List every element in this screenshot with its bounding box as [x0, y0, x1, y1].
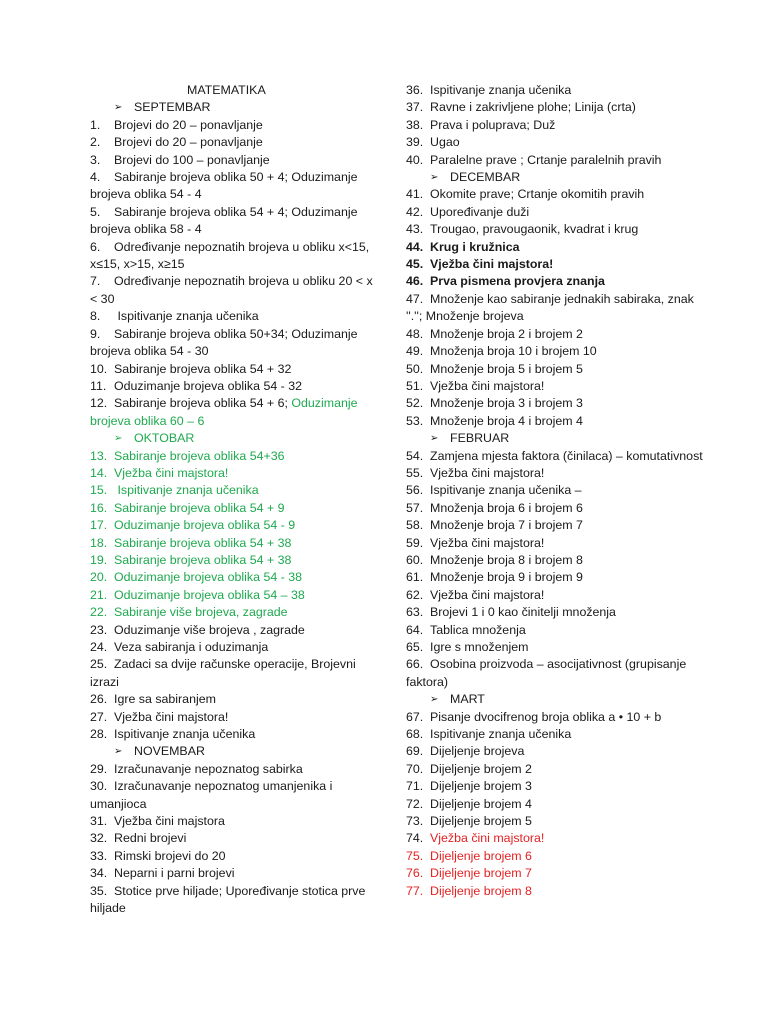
lesson-item: [406, 186, 706, 203]
lesson-number: 13.: [90, 448, 108, 463]
lesson-number: 25.: [90, 657, 108, 672]
lesson-item: [90, 326, 375, 361]
lesson-text: Sabiranje brojeva oblika 54 + 32: [114, 361, 292, 376]
lesson-item: [406, 291, 706, 326]
month-heading-novembar: [90, 743, 375, 760]
lesson-item: [90, 587, 375, 604]
lesson-item: [406, 761, 706, 778]
month-heading-septembar: [90, 99, 375, 116]
lesson-item: [90, 709, 375, 726]
lesson-item: [90, 134, 375, 151]
lesson-number: 69.: [406, 744, 424, 759]
lesson-number: 60.: [406, 552, 424, 567]
lesson-text: Dijeljenje brojem 2: [430, 761, 532, 776]
lesson-number: 4.: [90, 170, 101, 185]
lesson-text: Zadaci sa dvije računske operacije, Brojevni izrazi: [90, 657, 356, 689]
lesson-item: [90, 830, 375, 847]
lesson-text: Određivanje nepoznatih brojeva u obliku x<15, x≤15, x>15, x≥15: [90, 239, 370, 272]
month-heading-decembar: [406, 169, 706, 186]
lesson-number: 21.: [90, 587, 108, 602]
lesson-text: Brojevi do 20 – ponavljanje: [114, 135, 263, 150]
lesson-item: [406, 395, 706, 412]
lesson-number: 57.: [406, 500, 424, 515]
lesson-text: Sabiranje brojeva oblika 54 + 6;: [114, 396, 288, 411]
lesson-number: 53.: [406, 413, 424, 428]
lesson-number: 63.: [406, 605, 424, 620]
lesson-text: Vježba čini majstora!: [430, 535, 545, 550]
lesson-number: 28.: [90, 727, 108, 742]
lesson-item: [406, 239, 706, 256]
lesson-text: Vježba čini majstora: [114, 814, 225, 829]
lesson-text: Sabiranje brojeva oblika 54 + 38: [114, 535, 292, 550]
lesson-text: Pisanje dvocifrenog broja oblika a • 10 + b: [430, 709, 662, 724]
lesson-item: [406, 500, 706, 517]
arrowhead-right-icon: ➢: [430, 172, 439, 184]
month-label: FEBRUAR: [450, 431, 510, 446]
lesson-number: 77.: [406, 883, 424, 898]
lesson-text: Množenje kao sabiranje jednakih sabiraka, znak ''.''; Množenje brojeva: [406, 291, 694, 324]
arrowhead-right-icon: ➢: [114, 433, 123, 445]
lesson-text: Vježba čini majstora!: [430, 831, 545, 846]
lesson-number: 50.: [406, 361, 424, 376]
lesson-text: Izračunavanje nepoznatog umanjenika i umanjioca: [90, 779, 333, 811]
lesson-item: [406, 326, 706, 343]
lesson-number: 76.: [406, 866, 424, 881]
lesson-number: 74.: [406, 831, 424, 846]
lesson-item: [406, 569, 706, 586]
lesson-number: 64.: [406, 622, 424, 637]
lesson-item: [90, 761, 375, 778]
lesson-number: 23.: [90, 622, 108, 637]
lesson-item: [406, 152, 706, 169]
lesson-number: 16.: [90, 500, 108, 515]
lesson-number: 39.: [406, 135, 424, 150]
lesson-text: Ispitivanje znanja učenika: [114, 483, 259, 498]
lesson-number: 35.: [90, 883, 108, 898]
lesson-number: 71.: [406, 779, 424, 794]
lesson-item: [90, 395, 375, 430]
lesson-number: 8.: [90, 309, 101, 324]
lesson-number: 29.: [90, 761, 108, 776]
lesson-text: Sabiranje brojeva oblika 54+36: [114, 448, 285, 463]
lesson-item: [90, 517, 375, 534]
lesson-item: [406, 117, 706, 134]
lesson-item: [406, 517, 706, 534]
lesson-item: [406, 639, 706, 656]
lesson-item: [90, 726, 375, 743]
lesson-text: Množenje broja 8 i brojem 8: [430, 552, 583, 567]
lesson-item: [406, 709, 706, 726]
left-column: [90, 82, 375, 918]
month-label: DECEMBAR: [450, 170, 521, 185]
lesson-text: Množenje broja 3 i brojem 3: [430, 396, 583, 411]
lesson-number: 48.: [406, 326, 424, 341]
lesson-number: 46.: [406, 274, 424, 289]
lesson-number: 3.: [90, 152, 101, 167]
lesson-item: [406, 622, 706, 639]
lesson-text: Ispitivanje znanja učenika: [114, 727, 256, 742]
lesson-number: 70.: [406, 761, 424, 776]
lesson-number: 33.: [90, 848, 108, 863]
lesson-item: [406, 726, 706, 743]
lesson-number: 2.: [90, 135, 101, 150]
lesson-item: [90, 883, 375, 918]
lesson-text: Dijeljenje brojem 4: [430, 796, 532, 811]
lesson-number: 14.: [90, 465, 108, 480]
lesson-item: [90, 778, 375, 813]
lesson-text: Upoređivanje duži: [430, 204, 530, 219]
lesson-text: Brojevi 1 i 0 kao činitelji množenja: [430, 605, 616, 620]
lesson-item: [90, 378, 375, 395]
lesson-text: Množenja broja 6 i brojem 6: [430, 500, 583, 515]
lesson-text: Sabiranje više brojeva, zagrade: [114, 605, 288, 620]
lesson-text: Ispitivanje znanja učenika: [114, 309, 259, 324]
lesson-text: Prava i poluprava; Duž: [430, 117, 556, 132]
lesson-number: 47.: [406, 291, 424, 306]
lesson-number: 45.: [406, 257, 424, 272]
lesson-number: 41.: [406, 187, 424, 202]
lesson-item: [406, 482, 706, 499]
lesson-number: 31.: [90, 814, 108, 829]
lesson-text: Zamjena mjesta faktora (činilaca) – komutativnost: [430, 448, 703, 463]
lesson-text: Množenja broja 10 i brojem 10: [430, 344, 597, 359]
lesson-item: [90, 691, 375, 708]
lesson-item: [406, 413, 706, 430]
lesson-item: [406, 134, 706, 151]
month-heading-oktobar: [90, 430, 375, 447]
lesson-text: Vježba čini majstora!: [430, 257, 554, 272]
lesson-item: [406, 221, 706, 238]
lesson-text: Prva pismena provjera znanja: [430, 274, 605, 289]
lesson-text: Stotice prve hiljade; Upoređivanje stotica prve hiljade: [90, 883, 366, 916]
lesson-number: 59.: [406, 535, 424, 550]
lesson-number: 1.: [90, 117, 101, 132]
lesson-text: Dijeljenje brojem 3: [430, 779, 532, 794]
lesson-number: 68.: [406, 727, 424, 742]
lesson-text: Sabiranje brojeva oblika 50 + 4; Oduzimanje brojeva oblika 54 - 4: [90, 170, 358, 202]
lesson-text: Veza sabiranja i oduzimanja: [114, 640, 269, 654]
lesson-number: 42.: [406, 204, 424, 219]
lesson-item: [406, 813, 706, 830]
lesson-text: Množenje broja 7 i brojem 7: [430, 518, 583, 533]
right-column: [406, 82, 706, 900]
month-heading-mart: [406, 691, 706, 708]
lesson-number: 19.: [90, 552, 108, 567]
lesson-text: Neparni i parni brojevi: [114, 866, 235, 881]
lesson-number: 12.: [90, 396, 108, 411]
lesson-item: [90, 204, 375, 239]
lesson-text: Igre sa sabiranjem: [114, 692, 216, 707]
lesson-item: [406, 848, 706, 865]
lesson-item: [406, 465, 706, 482]
lesson-text: Okomite prave; Crtanje okomitih pravih: [430, 187, 645, 202]
lesson-number: 58.: [406, 518, 424, 533]
lesson-text: Vježba čini majstora!: [114, 465, 229, 480]
lesson-number: 51.: [406, 378, 424, 393]
lesson-item: [90, 117, 375, 134]
lesson-number: 65.: [406, 640, 424, 654]
page-title: MATEMATIKA: [187, 83, 266, 97]
lesson-item: [90, 569, 375, 586]
lesson-number: 17.: [90, 518, 108, 533]
lesson-item: [90, 448, 375, 465]
lesson-number: 49.: [406, 344, 424, 359]
lesson-number: 43.: [406, 222, 424, 237]
lesson-text: Dijeljenje brojem 6: [430, 848, 532, 863]
lesson-number: 52.: [406, 396, 424, 411]
lesson-item: [90, 465, 375, 482]
lesson-item: [406, 796, 706, 813]
lesson-item: [406, 656, 706, 691]
lesson-text: Množenje broja 5 i brojem 5: [430, 361, 583, 376]
lesson-text: Oduzimanje brojeva oblika 54 - 32: [114, 378, 303, 393]
lesson-item: [90, 552, 375, 569]
arrowhead-right-icon: ➢: [430, 694, 439, 706]
lesson-item: [90, 535, 375, 552]
lesson-text: Dijeljenje brojem 5: [430, 814, 532, 829]
lesson-item: [90, 273, 375, 308]
lesson-number: 11.: [90, 378, 107, 393]
lesson-item: [90, 361, 375, 378]
lesson-text: Ugao: [430, 135, 460, 150]
lesson-number: 38.: [406, 117, 424, 132]
lesson-item: [406, 830, 706, 847]
lesson-number: 54.: [406, 448, 424, 463]
lesson-number: 40.: [406, 152, 424, 167]
lesson-item: [90, 500, 375, 517]
lesson-text: Određivanje nepoznatih brojeva u obliku 20 < x < 30: [90, 274, 373, 306]
lesson-item: [90, 152, 375, 169]
lesson-text: Oduzimanje brojeva oblika 54 - 38: [114, 570, 303, 585]
lesson-text: Paralelne prave ; Crtanje paralelnih pravih: [430, 152, 662, 167]
lesson-item: [406, 535, 706, 552]
lesson-text: Brojevi do 20 – ponavljanje: [114, 117, 263, 132]
lesson-text: Sabiranje brojeva oblika 54 + 38: [114, 552, 292, 567]
lesson-number: 36.: [406, 83, 424, 97]
lesson-text: Sabiranje brojeva oblika 54 + 9: [114, 500, 285, 515]
lesson-text: Oduzimanje brojeva oblika 54 - 9: [114, 518, 296, 533]
lesson-number: 6.: [90, 239, 101, 254]
lesson-number: 72.: [406, 796, 424, 811]
lesson-number: 75.: [406, 848, 424, 863]
lesson-item: [406, 99, 706, 116]
lesson-text: Rimski brojevi do 20: [114, 848, 226, 863]
arrowhead-right-icon: ➢: [430, 433, 439, 445]
arrowhead-right-icon: ➢: [114, 102, 123, 114]
lesson-text: Dijeljenje brojem 7: [430, 866, 532, 881]
lesson-item: [406, 378, 706, 395]
lesson-item: [406, 587, 706, 604]
lesson-item: [90, 813, 375, 830]
lesson-number: 67.: [406, 709, 424, 724]
lesson-number: 32.: [90, 831, 108, 846]
lesson-item: [90, 308, 375, 325]
lesson-item: [90, 482, 375, 499]
lesson-number: 44.: [406, 239, 424, 254]
month-heading-februar: [406, 430, 706, 447]
month-label: OKTOBAR: [134, 431, 195, 446]
lesson-item: [406, 865, 706, 882]
lesson-number: 34.: [90, 866, 108, 881]
lesson-text: Igre s množenjem: [430, 640, 529, 654]
month-label: NOVEMBAR: [134, 744, 205, 759]
lesson-text: Tablica množenja: [430, 622, 526, 637]
lesson-text: Oduzimanje više brojeva , zagrade: [114, 622, 305, 637]
lesson-text: Vježba čini majstora!: [430, 465, 545, 480]
lesson-item: [90, 639, 375, 656]
lesson-text: Množenje broja 9 i brojem 9: [430, 570, 583, 585]
lesson-number: 73.: [406, 814, 424, 829]
lesson-item: [90, 656, 375, 691]
lesson-number: 20.: [90, 570, 108, 585]
lesson-text: Sabiranje brojeva oblika 50+34; Oduzimanje brojeva oblika 54 - 30: [90, 326, 358, 359]
lesson-item: [406, 743, 706, 760]
lesson-text: Vježba čini majstora!: [430, 587, 545, 602]
lesson-item: [406, 361, 706, 378]
lesson-number: 26.: [90, 692, 108, 707]
lesson-text: Množenje broja 2 i brojem 2: [430, 326, 583, 341]
lesson-item: [90, 239, 375, 274]
lesson-number: 24.: [90, 640, 108, 654]
lesson-item: [406, 343, 706, 360]
lesson-item: [406, 552, 706, 569]
lesson-number: 66.: [406, 657, 424, 672]
lesson-text: Dijeljenje brojeva: [430, 744, 525, 759]
lesson-text-continued: Oduzimanje brojeva oblika 60 – 6: [90, 396, 358, 428]
lesson-text: Ispitivanje znanja učenika: [430, 727, 572, 742]
lesson-number: 5.: [90, 204, 101, 219]
lesson-number: 55.: [406, 465, 424, 480]
lesson-item: [406, 256, 706, 273]
lesson-item: [406, 273, 706, 290]
lesson-item: [90, 865, 375, 882]
lesson-item: [90, 604, 375, 621]
arrowhead-right-icon: ➢: [114, 746, 123, 758]
lesson-number: 22.: [90, 605, 108, 620]
lesson-number: 61.: [406, 570, 424, 585]
lesson-item: [90, 848, 375, 865]
lesson-text: Osobina proizvoda – asocijativnost (grupisanje faktora): [406, 657, 687, 689]
lesson-item: [406, 604, 706, 621]
lesson-text: Ispitivanje znanja učenika: [430, 83, 572, 97]
lesson-number: 9.: [90, 326, 101, 341]
lesson-text: Izračunavanje nepoznatog sabirka: [114, 761, 303, 776]
lesson-text: Vježba čini majstora!: [430, 378, 545, 393]
lesson-number: 56.: [406, 483, 424, 498]
lesson-item: [406, 82, 706, 99]
lesson-number: 15.: [90, 483, 108, 498]
lesson-item: [406, 204, 706, 221]
lesson-text: Redni brojevi: [114, 831, 187, 846]
lesson-number: 10.: [90, 361, 108, 376]
lesson-item: [406, 778, 706, 795]
month-label: MART: [450, 692, 485, 707]
lesson-text: Brojevi do 100 – ponavljanje: [114, 152, 270, 167]
lesson-number: 7.: [90, 274, 101, 289]
lesson-number: 27.: [90, 709, 108, 724]
lesson-text: Krug i kružnica: [430, 239, 520, 254]
lesson-text: Množenje broja 4 i brojem 4: [430, 413, 583, 428]
lesson-number: 37.: [406, 100, 424, 115]
lesson-item: [90, 169, 375, 204]
lesson-text: Vježba čini majstora!: [114, 709, 229, 724]
month-label: SEPTEMBAR: [134, 100, 211, 115]
lesson-number: 62.: [406, 587, 424, 602]
lesson-text: Oduzimanje brojeva oblika 54 – 38: [114, 587, 305, 602]
lesson-item: [406, 883, 706, 900]
lesson-text: Dijeljenje brojem 8: [430, 883, 532, 898]
lesson-text: Trougao, pravougaonik, kvadrat i krug: [430, 222, 639, 237]
lesson-text: Ravne i zakrivljene plohe; Linija (crta): [430, 100, 636, 115]
lesson-text: Sabiranje brojeva oblika 54 + 4; Oduzimanje brojeva oblika 58 - 4: [90, 204, 358, 237]
lesson-text: Ispitivanje znanja učenika –: [430, 483, 582, 498]
lesson-number: 18.: [90, 535, 108, 550]
lesson-item: [406, 448, 706, 465]
lesson-number: 30.: [90, 779, 108, 794]
lesson-item: [90, 622, 375, 639]
